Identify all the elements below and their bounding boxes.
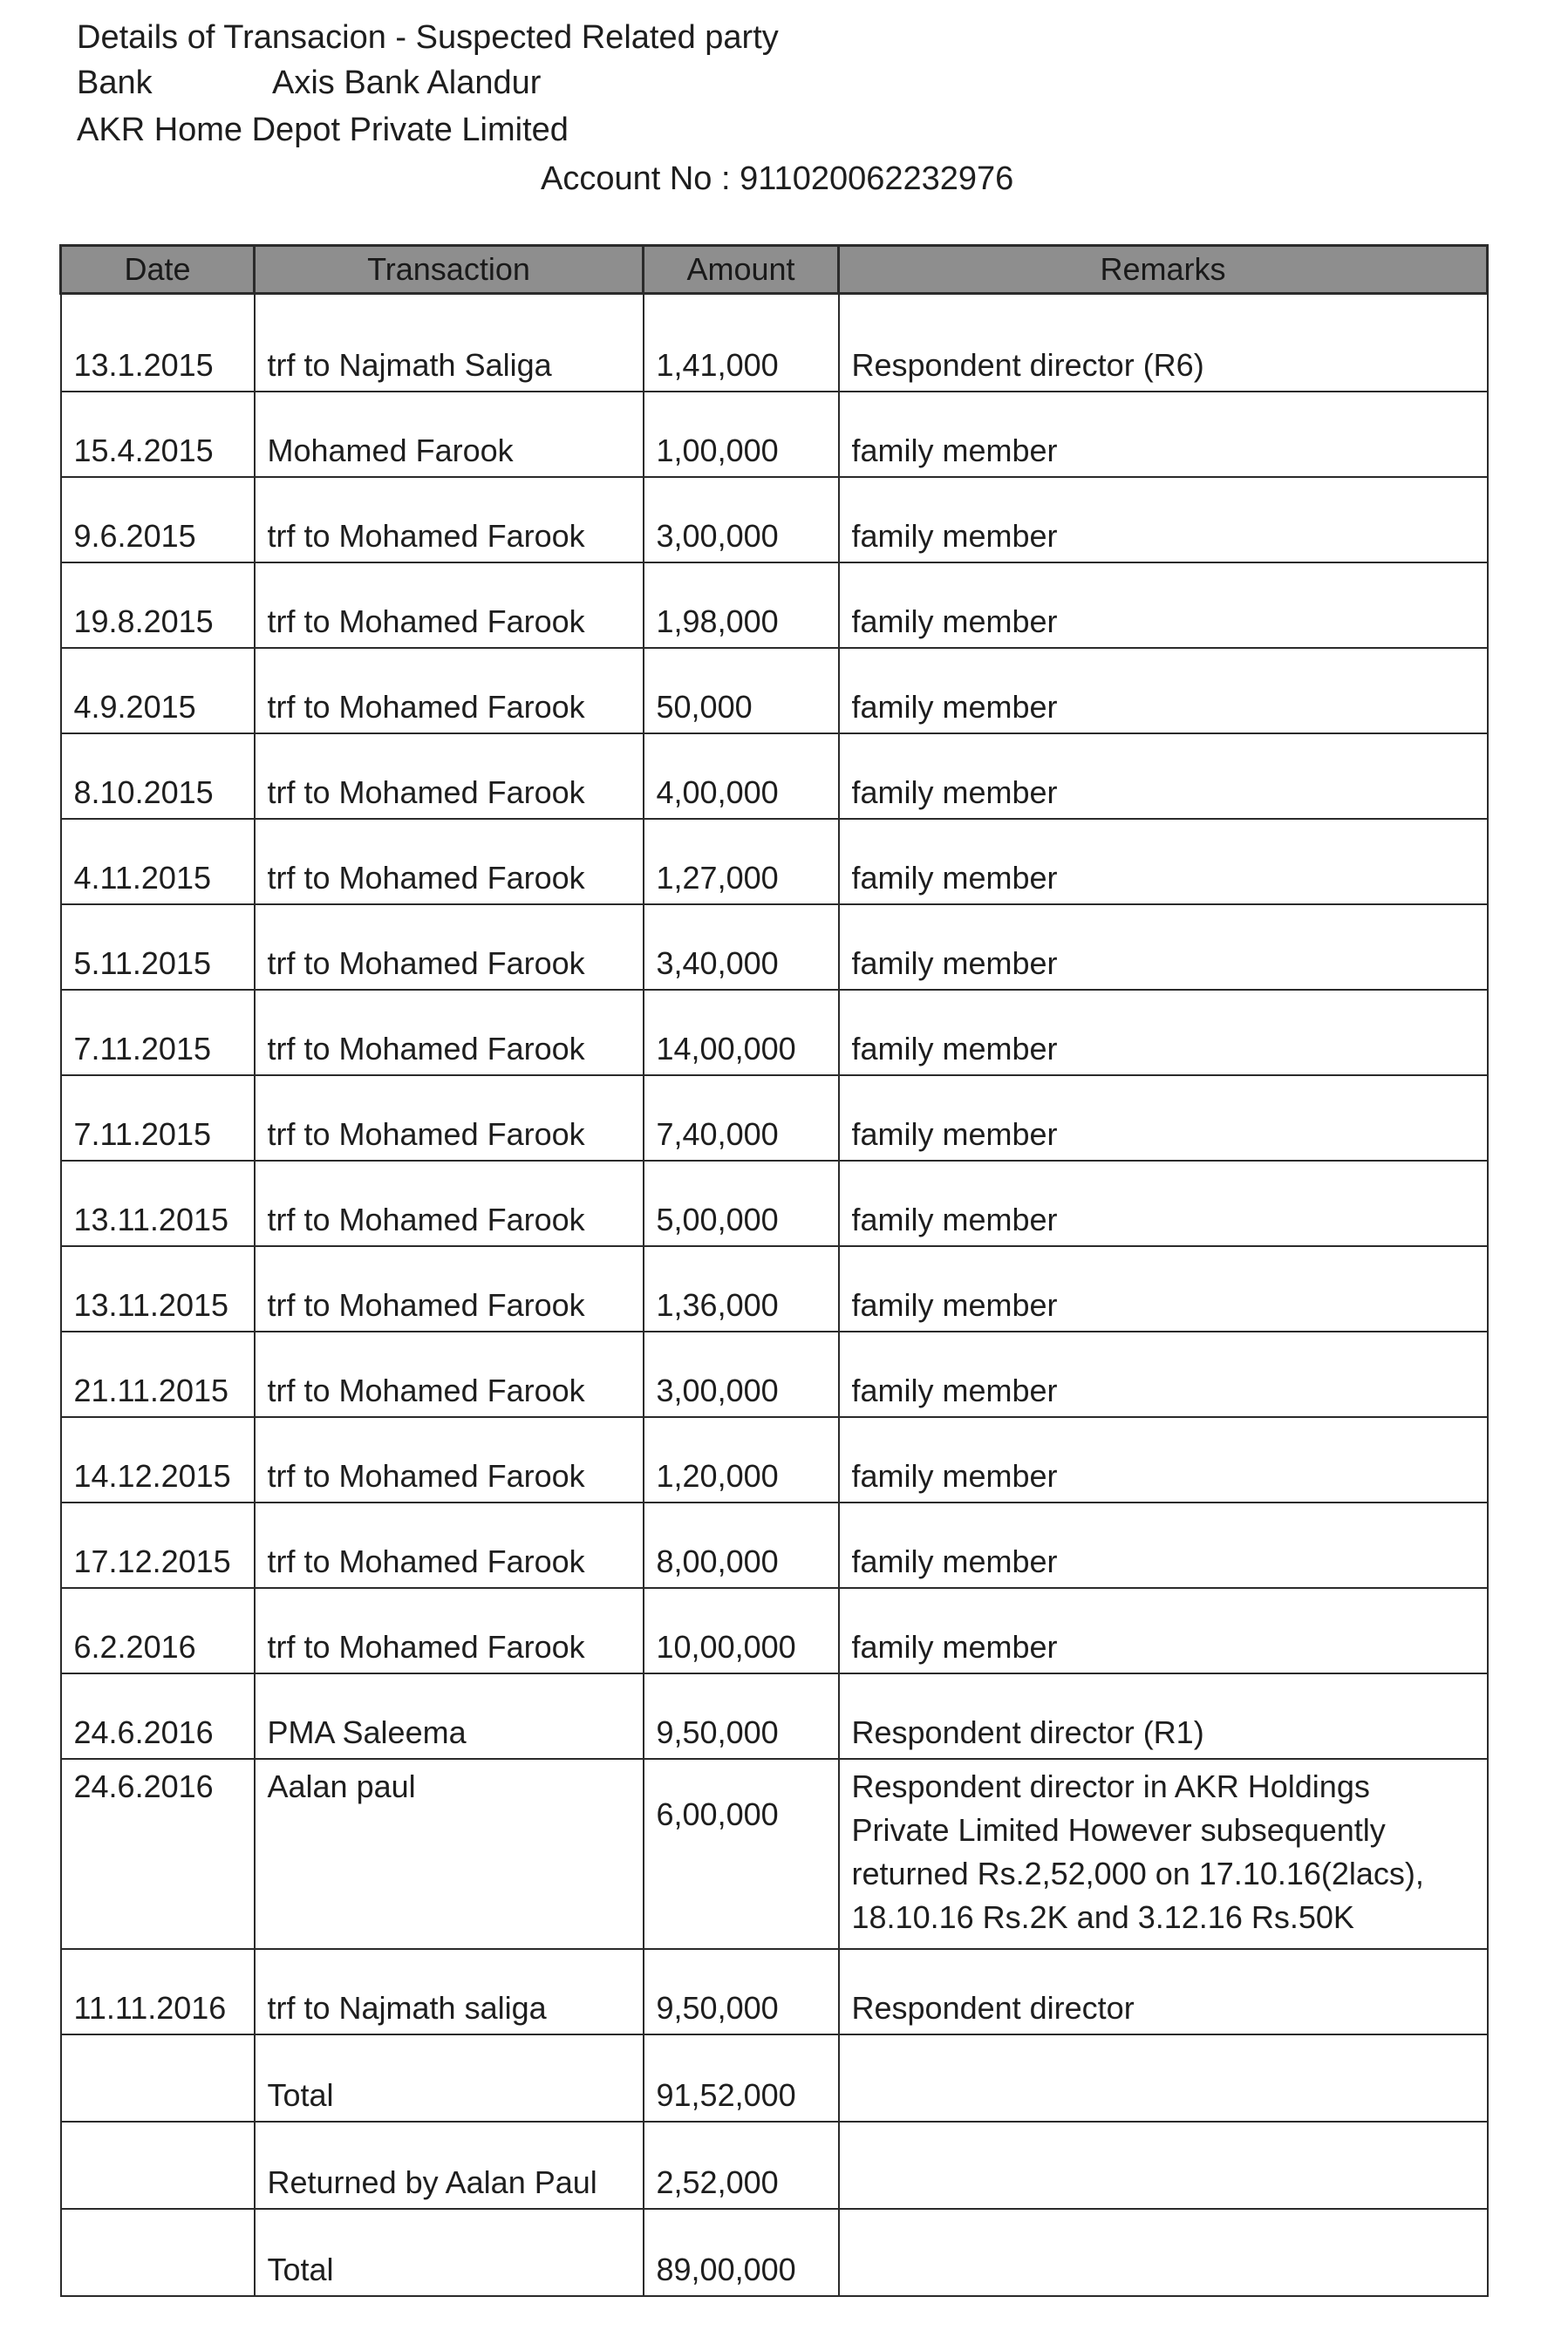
cell-amount: 6,00,000: [644, 1759, 839, 1949]
column-header-date: Date: [61, 246, 255, 294]
summary-amount: 2,52,000: [644, 2122, 839, 2209]
bank-line: [77, 63, 541, 103]
cell-date: 7.11.2015: [61, 990, 255, 1075]
table-row: [61, 1759, 1488, 1949]
cell-remarks: family member: [839, 1075, 1488, 1161]
cell-date: 13.11.2015: [61, 1161, 255, 1246]
table-header: [61, 246, 1488, 294]
cell-transaction: trf to Mohamed Farook: [255, 1075, 644, 1161]
summary-amount: 91,52,000: [644, 2034, 839, 2122]
cell-amount: 3,00,000: [644, 1332, 839, 1417]
cell-amount: 10,00,000: [644, 1588, 839, 1673]
cell-remarks: family member: [839, 477, 1488, 562]
document-title: Details of Transacion - Suspected Related party: [77, 19, 779, 56]
cell-remarks: family member: [839, 648, 1488, 733]
header-row: [61, 246, 1488, 294]
table-row: [61, 1075, 1488, 1161]
company-name: AKR Home Depot Private Limited: [77, 112, 569, 148]
summary-label: Total: [255, 2209, 644, 2296]
cell-date: 15.4.2015: [61, 392, 255, 477]
cell-remarks: family member: [839, 1503, 1488, 1588]
cell-amount: 50,000: [644, 648, 839, 733]
cell-remarks: family member: [839, 733, 1488, 819]
table-row: [61, 1417, 1488, 1503]
cell-remarks: family member: [839, 904, 1488, 990]
cell-date: 19.8.2015: [61, 562, 255, 648]
table-row: [61, 990, 1488, 1075]
cell-amount: 1,98,000: [644, 562, 839, 648]
cell-date: 13.1.2015: [61, 294, 255, 392]
cell-date: 11.11.2016: [61, 1949, 255, 2034]
cell-transaction: trf to Mohamed Farook: [255, 1161, 644, 1246]
cell-transaction: trf to Najmath Saliga: [255, 294, 644, 392]
table-row: [61, 562, 1488, 648]
cell-amount: 3,00,000: [644, 477, 839, 562]
cell-remarks: Respondent director (R1): [839, 1673, 1488, 1759]
cell-transaction: trf to Mohamed Farook: [255, 648, 644, 733]
table-row: [61, 1332, 1488, 1417]
cell-remarks: family member: [839, 1246, 1488, 1332]
cell-transaction: trf to Mohamed Farook: [255, 733, 644, 819]
cell-remarks: Respondent director: [839, 1949, 1488, 2034]
cell-transaction: Mohamed Farook: [255, 392, 644, 477]
summary-row-net-total: [61, 2209, 1488, 2296]
cell-date-empty: [61, 2122, 255, 2209]
cell-amount: 9,50,000: [644, 1949, 839, 2034]
cell-remarks: Respondent director (R6): [839, 294, 1488, 392]
cell-amount: 1,36,000: [644, 1246, 839, 1332]
table-row: [61, 1949, 1488, 2034]
cell-transaction: trf to Mohamed Farook: [255, 1417, 644, 1503]
cell-remarks: family member: [839, 392, 1488, 477]
table-body: [61, 294, 1488, 2296]
cell-date: 17.12.2015: [61, 1503, 255, 1588]
cell-amount: 1,41,000: [644, 294, 839, 392]
account-number: Account No : 911020062232976: [541, 160, 1014, 197]
cell-amount: 9,50,000: [644, 1673, 839, 1759]
cell-remarks-empty: [839, 2122, 1488, 2209]
table-row: [61, 294, 1488, 392]
cell-transaction: trf to Mohamed Farook: [255, 477, 644, 562]
cell-date-empty: [61, 2209, 255, 2296]
cell-transaction: trf to Najmath saliga: [255, 1949, 644, 2034]
table-row: [61, 819, 1488, 904]
table-row: [61, 904, 1488, 990]
cell-amount: 1,20,000: [644, 1417, 839, 1503]
cell-transaction: trf to Mohamed Farook: [255, 1246, 644, 1332]
cell-date: 6.2.2016: [61, 1588, 255, 1673]
cell-date: 24.6.2016: [61, 1673, 255, 1759]
cell-amount: 7,40,000: [644, 1075, 839, 1161]
cell-remarks: family member: [839, 1417, 1488, 1503]
column-header-amount: Amount: [644, 246, 839, 294]
summary-row-returned: [61, 2122, 1488, 2209]
table-row: [61, 477, 1488, 562]
table-row: [61, 1673, 1488, 1759]
cell-remarks: family member: [839, 990, 1488, 1075]
cell-transaction: trf to Mohamed Farook: [255, 819, 644, 904]
summary-amount: 89,00,000: [644, 2209, 839, 2296]
table-row: [61, 1588, 1488, 1673]
cell-transaction: trf to Mohamed Farook: [255, 562, 644, 648]
summary-row-total: [61, 2034, 1488, 2122]
bank-label: Bank: [77, 65, 153, 101]
table-row: [61, 1161, 1488, 1246]
cell-remarks: family member: [839, 1161, 1488, 1246]
summary-label: Returned by Aalan Paul: [255, 2122, 644, 2209]
cell-date: 13.11.2015: [61, 1246, 255, 1332]
table-row: [61, 1503, 1488, 1588]
cell-date: 7.11.2015: [61, 1075, 255, 1161]
cell-date: 5.11.2015: [61, 904, 255, 990]
table-row: [61, 392, 1488, 477]
cell-remarks: family member: [839, 1332, 1488, 1417]
cell-date: 8.10.2015: [61, 733, 255, 819]
cell-date: 14.12.2015: [61, 1417, 255, 1503]
transaction-table: [59, 244, 1489, 2297]
cell-remarks: Respondent director in AKR Holdings Private Limited However subsequently returned Rs.2,52,000 on 17.10.16(2lacs), 18.10.16 Rs.2K and 3.12.16 Rs.50K: [839, 1759, 1488, 1949]
cell-transaction: trf to Mohamed Farook: [255, 1332, 644, 1417]
column-header-transaction: Transaction: [255, 246, 644, 294]
cell-amount: 14,00,000: [644, 990, 839, 1075]
cell-amount: 8,00,000: [644, 1503, 839, 1588]
cell-remarks: family member: [839, 562, 1488, 648]
cell-amount: 1,00,000: [644, 392, 839, 477]
cell-amount: 5,00,000: [644, 1161, 839, 1246]
cell-date: 24.6.2016: [61, 1759, 255, 1949]
cell-transaction: trf to Mohamed Farook: [255, 1503, 644, 1588]
table-row: [61, 1246, 1488, 1332]
cell-amount: 4,00,000: [644, 733, 839, 819]
cell-remarks: family member: [839, 1588, 1488, 1673]
cell-date: 4.11.2015: [61, 819, 255, 904]
cell-remarks-empty: [839, 2209, 1488, 2296]
cell-remarks: family member: [839, 819, 1488, 904]
cell-transaction: PMA Saleema: [255, 1673, 644, 1759]
summary-label: Total: [255, 2034, 644, 2122]
cell-amount: 3,40,000: [644, 904, 839, 990]
bank-name: Axis Bank Alandur: [272, 65, 542, 101]
cell-remarks-empty: [839, 2034, 1488, 2122]
cell-date: 21.11.2015: [61, 1332, 255, 1417]
cell-transaction: trf to Mohamed Farook: [255, 1588, 644, 1673]
cell-transaction: Aalan paul: [255, 1759, 644, 1949]
column-header-remarks: Remarks: [839, 246, 1488, 294]
table-row: [61, 733, 1488, 819]
cell-date: 4.9.2015: [61, 648, 255, 733]
table-row: [61, 648, 1488, 733]
cell-date: 9.6.2015: [61, 477, 255, 562]
cell-amount: 1,27,000: [644, 819, 839, 904]
cell-transaction: trf to Mohamed Farook: [255, 990, 644, 1075]
cell-date-empty: [61, 2034, 255, 2122]
cell-transaction: trf to Mohamed Farook: [255, 904, 644, 990]
